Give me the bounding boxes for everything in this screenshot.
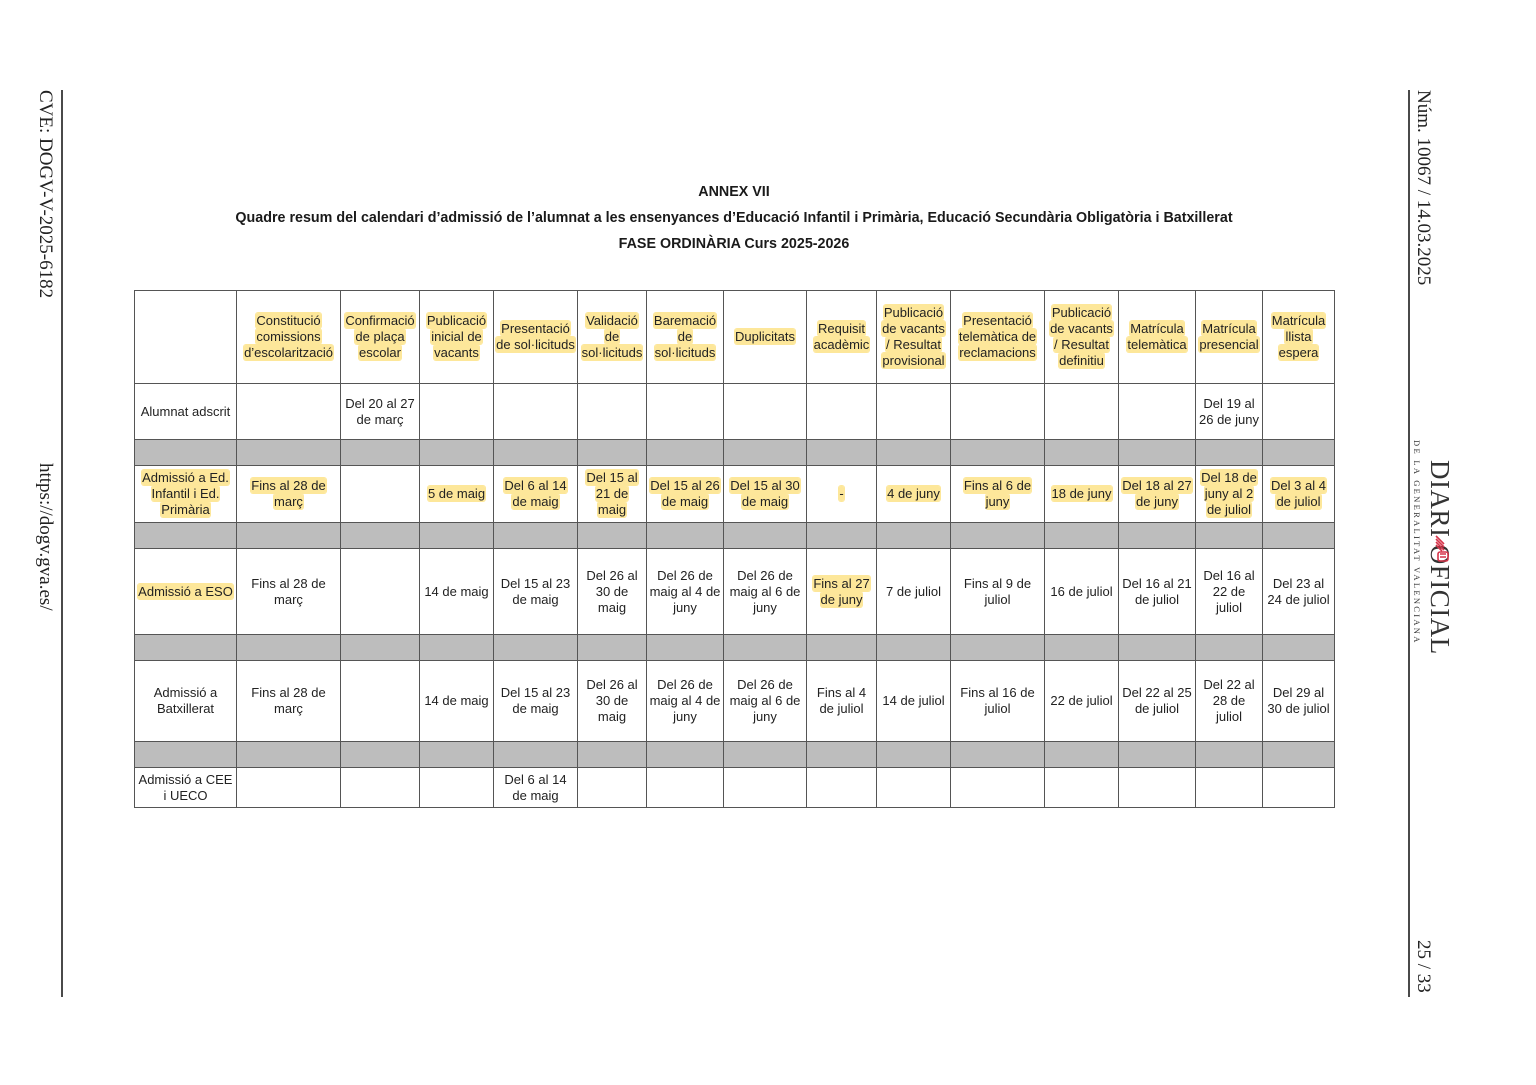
table-cell: Fins al 27 de juny (807, 549, 877, 635)
header-resultat-definitiu: Publicació de vacants / Resultat definitiu (1045, 291, 1119, 384)
table-cell (1196, 768, 1263, 808)
table-cell (420, 384, 494, 440)
table-cell: Del 22 al 25 de juliol (1119, 661, 1196, 742)
row-label: Admissió a ESO (135, 549, 237, 635)
table-cell (1263, 384, 1335, 440)
table-cell (341, 661, 420, 742)
header-reclamacions: Presentació telemàtica de reclamacions (951, 291, 1045, 384)
row-label: Admissió a Batxillerat (135, 661, 237, 742)
document-titles (134, 182, 1334, 260)
table-subtitle: Quadre resum del calendari d’admissió de l’alumnat a les ensenyances d’Educació Infantil i Primària, Educació Secundària Obligatòria i Batxillerat (235, 210, 1233, 226)
row-label: Admissió a CEE i UECO (135, 768, 237, 808)
table-cell (1045, 768, 1119, 808)
table-row-batxillerat (135, 661, 1335, 742)
separator-row (135, 440, 1335, 466)
table-cell: Del 15 al 21 de maig (578, 466, 647, 523)
table-cell: Del 20 al 27 de març (341, 384, 420, 440)
table-row-infantil-primaria (135, 466, 1335, 523)
table-cell (807, 384, 877, 440)
logo-subtitle: DE LA GENERALITAT VALENCIANA (1412, 440, 1422, 645)
table-cell: Fins al 28 de març (237, 466, 341, 523)
header-row (135, 291, 1335, 384)
table-cell (951, 768, 1045, 808)
separator-row (135, 742, 1335, 768)
table-cell (237, 384, 341, 440)
header-publicacio-inicial: Publicació inicial de vacants (420, 291, 494, 384)
header-baremacio: Baremació de sol·licituds (647, 291, 724, 384)
header-cell-empty (135, 291, 237, 384)
logo-title: DIARI OFICIAL (1425, 460, 1455, 655)
table-cell: Del 18 de juny al 2 de juliol (1196, 466, 1263, 523)
left-margin-rule (61, 90, 63, 997)
table-cell (1263, 768, 1335, 808)
table-cell (951, 384, 1045, 440)
table-cell (237, 768, 341, 808)
table-cell (578, 768, 647, 808)
diari-oficial-logo (1412, 440, 1472, 660)
table-cell: Del 15 al 23 de maig (494, 661, 578, 742)
table-row-eso (135, 549, 1335, 635)
table-cell: Del 15 al 30 de maig (724, 466, 807, 523)
coat-of-arms-icon (1434, 534, 1452, 564)
table-cell (647, 384, 724, 440)
table-cell: Del 3 al 4 de juliol (1263, 466, 1335, 523)
table-cell: 22 de juliol (1045, 661, 1119, 742)
table-cell (1119, 768, 1196, 808)
table-cell: 16 de juliol (1045, 549, 1119, 635)
table-cell: Del 15 al 23 de maig (494, 549, 578, 635)
table-cell: 5 de maig (420, 466, 494, 523)
table-cell (1119, 384, 1196, 440)
table-cell (494, 384, 578, 440)
table-row-alumnat-adscrit (135, 384, 1335, 440)
table-cell: Del 26 al 30 de maig (578, 549, 647, 635)
header-confirmacio: Confirmació de plaça escolar (341, 291, 420, 384)
table-cell (578, 384, 647, 440)
table-cell (647, 768, 724, 808)
table-cell: 7 de juliol (877, 549, 951, 635)
table-cell: Del 29 al 30 de juliol (1263, 661, 1335, 742)
table-cell: Fins al 6 de juny (951, 466, 1045, 523)
table-cell: Del 6 al 14 de maig (494, 768, 578, 808)
row-label: Admissió a Ed. Infantil i Ed. Primària (135, 466, 237, 523)
table-cell (877, 768, 951, 808)
table-cell: 14 de juliol (877, 661, 951, 742)
header-validacio: Validació de sol·licituds (578, 291, 647, 384)
table-cell: 14 de maig (420, 661, 494, 742)
table-cell: Fins al 4 de juliol (807, 661, 877, 742)
table-cell (724, 384, 807, 440)
table-cell: Fins al 28 de març (237, 661, 341, 742)
page-number: 25 / 33 (1413, 940, 1434, 993)
admission-calendar-table (134, 290, 1335, 808)
table-cell: Del 26 al 30 de maig (578, 661, 647, 742)
header-resultat-provisional: Publicació de vacants / Resultat provisional (877, 291, 951, 384)
table-cell: Del 16 al 21 de juliol (1119, 549, 1196, 635)
header-presentacio: Presentació de sol·licituds (494, 291, 578, 384)
header-requisit: Requisit acadèmic (807, 291, 877, 384)
table-cell: Del 26 de maig al 6 de juny (724, 661, 807, 742)
header-matricula-llista-espera: Matrícula llista espera (1263, 291, 1335, 384)
table-cell: Del 22 al 28 de juliol (1196, 661, 1263, 742)
table-cell: Del 26 de maig al 4 de juny (647, 549, 724, 635)
table-cell (341, 768, 420, 808)
separator-row (135, 523, 1335, 549)
table-cell: Del 26 de maig al 6 de juny (724, 549, 807, 635)
table-cell: Del 16 al 22 de juliol (1196, 549, 1263, 635)
header-matricula-presencial: Matrícula presencial (1196, 291, 1263, 384)
table-cell (420, 768, 494, 808)
table-cell (724, 768, 807, 808)
annex-title: ANNEX VII (698, 184, 770, 200)
row-label: Alumnat adscrit (135, 384, 237, 440)
table-row-cee-ueco (135, 768, 1335, 808)
header-matricula-telematica: Matrícula telemàtica (1119, 291, 1196, 384)
right-margin-rule (1408, 90, 1410, 997)
table-cell: - (807, 466, 877, 523)
table-cell: Del 19 al 26 de juny (1196, 384, 1263, 440)
table-cell: Fins al 16 de juliol (951, 661, 1045, 742)
cve-code: CVE: DOGV-V-2025-6182 (35, 90, 56, 299)
table-cell: 4 de juny (877, 466, 951, 523)
table-cell (341, 549, 420, 635)
table-cell: Del 26 de maig al 4 de juny (647, 661, 724, 742)
table-cell: Del 23 al 24 de juliol (1263, 549, 1335, 635)
table-cell (877, 384, 951, 440)
table-cell: Del 18 al 27 de juny (1119, 466, 1196, 523)
table-cell (807, 768, 877, 808)
table-cell (341, 466, 420, 523)
table-cell (1045, 384, 1119, 440)
separator-row (135, 635, 1335, 661)
table-cell: Fins al 28 de març (237, 549, 341, 635)
table-cell: Del 15 al 26 de maig (647, 466, 724, 523)
header-duplicitats: Duplicitats (724, 291, 807, 384)
dogv-url[interactable]: https://dogv.gva.es/ (35, 463, 56, 611)
table-cell: 18 de juny (1045, 466, 1119, 523)
header-constitucio: Constitució comissions d’escolarització (237, 291, 341, 384)
table-cell: Del 6 al 14 de maig (494, 466, 578, 523)
table-cell: 14 de maig (420, 549, 494, 635)
issue-number-date: Núm. 10067 / 14.03.2025 (1413, 90, 1434, 286)
phase-title: FASE ORDINÀRIA Curs 2025-2026 (618, 236, 850, 252)
table-cell: Fins al 9 de juliol (951, 549, 1045, 635)
